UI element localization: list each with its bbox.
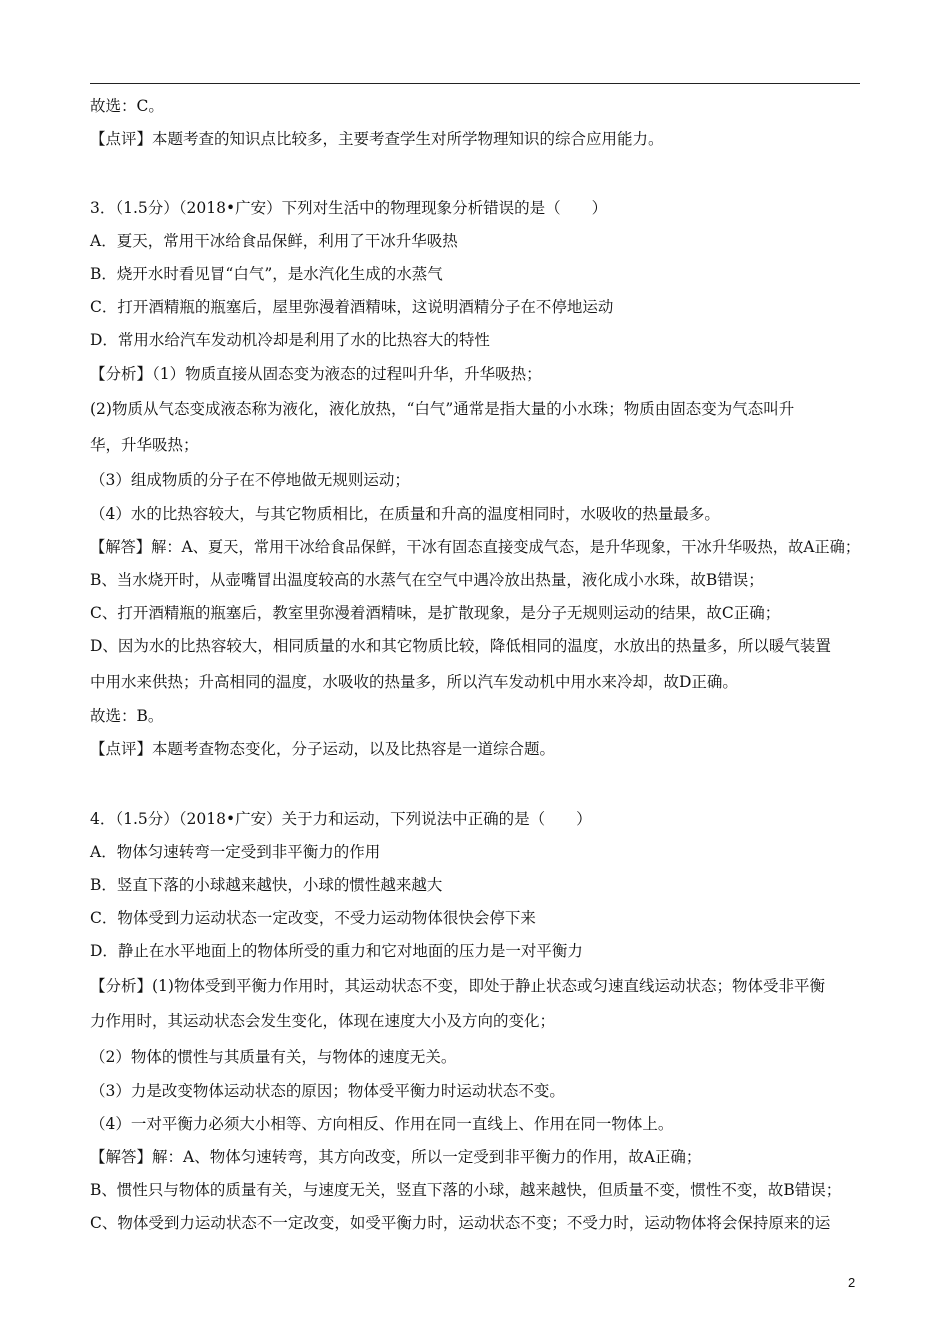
text-line: C．物体受到力运动状态一定改变，不受力运动物体很快会停下来 xyxy=(90,909,536,927)
text-line: （4）水的比热容较大，与其它物质相比，在质量和升高的温度相同时，水吸收的热量最多。 xyxy=(90,505,720,523)
text-line: 【解答】解：A、夏天，常用干冰给食品保鲜，干冰有固态直接变成气态，是升华现象，干冰升华吸热，故A正确； xyxy=(90,538,861,556)
text-line: （3）力是改变物体运动状态的原因；物体受平衡力时运动状态不变。 xyxy=(90,1082,565,1100)
text-line: 中用水来供热；升高相同的温度，水吸收的热量多，所以汽车发动机中用水来冷却，故D正确。 xyxy=(90,673,738,691)
text-line: D．常用水给汽车发动机冷却是利用了水的比热容大的特性 xyxy=(90,331,490,349)
text-line: C、物体受到力运动状态不一定改变，如受平衡力时，运动状态不变；不受力时，运动物体将会保持原来的运 xyxy=(90,1214,831,1232)
text-line: D、因为水的比热容较大，相同质量的水和其它物质比较，降低相同的温度，水放出的热量多，所以暖气装置 xyxy=(90,637,831,655)
text-line: （4）一对平衡力必须大小相等、方向相反、作用在同一直线上、作用在同一物体上。 xyxy=(90,1115,674,1133)
page-number: 2 xyxy=(848,1275,856,1290)
header-rule xyxy=(90,83,860,84)
text-line: 【点评】本题考查的知识点比较多，主要考查学生对所学物理知识的综合应用能力。 xyxy=(90,130,664,148)
text-line: 故选：C。 xyxy=(90,97,164,115)
text-line: 3．（1.5分）（2018•广安）下列对生活中的物理现象分析错误的是（ ） xyxy=(90,199,608,217)
text-line: B、惯性只与物体的质量有关，与速度无关，竖直下落的小球，越来越快，但质量不变，惯性不变，故B错误； xyxy=(90,1181,842,1199)
text-line: 故选：B。 xyxy=(90,707,164,725)
text-line: 【点评】本题考查物态变化，分子运动，以及比热容是一道综合题。 xyxy=(90,740,556,758)
text-line: （2）物体的惯性与其质量有关，与物体的速度无关。 xyxy=(90,1048,457,1066)
text-line: B、当水烧开时，从壶嘴冒出温度较高的水蒸气在空气中遇冷放出热量，液化成小水珠，故B错误； xyxy=(90,571,764,589)
text-line: 【解答】解：A、物体匀速转弯，其方向改变，所以一定受到非平衡力的作用，故A正确； xyxy=(90,1148,702,1166)
text-line: 【分析】(1)物体受到平衡力作用时，其运动状态不变，即处于静止状态或匀速直线运动状态；物体受非平衡 xyxy=(90,977,825,995)
text-line: 力作用时，其运动状态会发生变化，体现在速度大小及方向的变化； xyxy=(90,1012,556,1030)
text-line: (2)物质从气态变成液态称为液化，液化放热，“白气”通常是指大量的小水珠；物质由固态变为气态叫升 xyxy=(90,400,795,418)
text-line: A．夏天，常用干冰给食品保鲜，利用了干冰升华吸热 xyxy=(90,232,458,250)
text-line: （3）组成物质的分子在不停地做无规则运动； xyxy=(90,471,410,489)
text-line: D．静止在水平地面上的物体所受的重力和它对地面的压力是一对平衡力 xyxy=(90,942,583,960)
text-line: C、打开酒精瓶的瓶塞后，教室里弥漫着酒精味，是扩散现象，是分子无规则运动的结果，故C正确； xyxy=(90,604,781,622)
text-line: B．烧开水时看见冒“白气”，是水汽化生成的水蒸气 xyxy=(90,265,443,283)
text-line: 华，升华吸热； xyxy=(90,436,199,454)
text-line: B．竖直下落的小球越来越快，小球的惯性越来越大 xyxy=(90,876,443,894)
text-line: 【分析】（1）物质直接从固态变为液态的过程叫升华，升华吸热； xyxy=(90,365,542,383)
text-line: 4．（1.5分）（2018•广安）关于力和运动，下列说法中正确的是（ ） xyxy=(90,810,592,828)
text-line: C．打开酒精瓶的瓶塞后，屋里弥漫着酒精味，这说明酒精分子在不停地运动 xyxy=(90,298,614,316)
text-line: A．物体匀速转弯一定受到非平衡力的作用 xyxy=(90,843,381,861)
